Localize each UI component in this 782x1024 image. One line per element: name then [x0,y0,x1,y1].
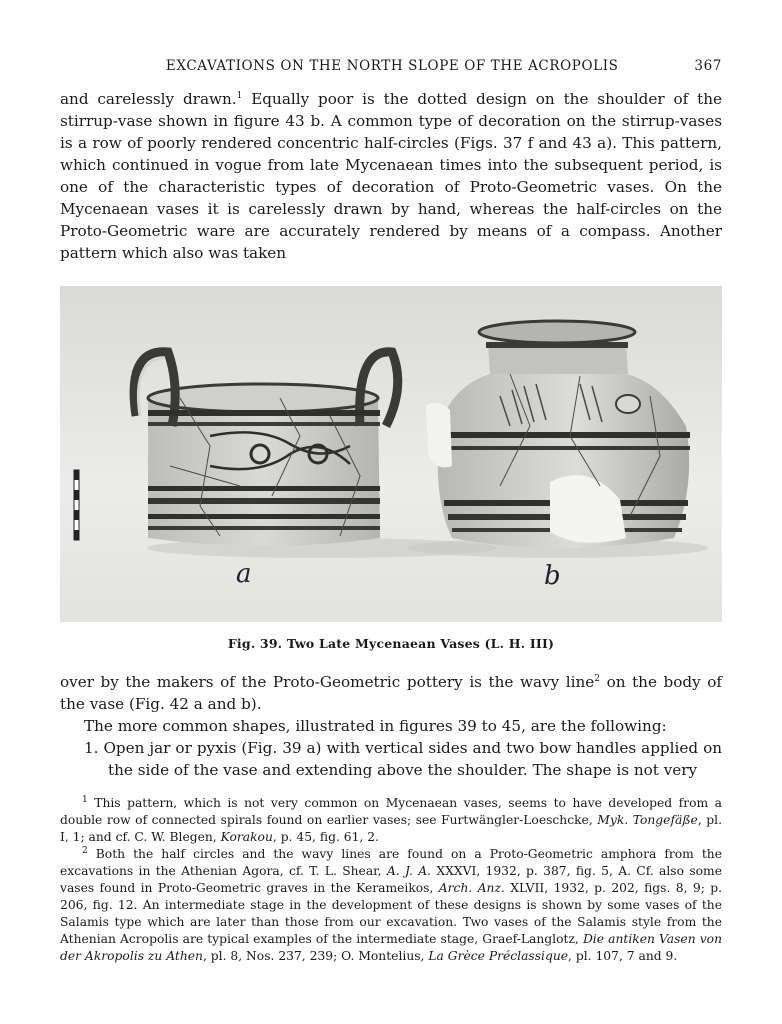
footnote-1-italic-2: Korakou [220,830,273,844]
footnotes [60,795,722,965]
footnote-1-text-3: , p. 45, fig. 61, 2. [272,830,379,844]
footnote-2-italic-4: La Grèce Préclassique [428,949,569,963]
label-b: b [544,561,561,591]
running-title: EXCAVATIONS ON THE NORTH SLOPE OF THE ACROPOLIS [165,58,619,74]
footnote-2-text-5: , pl. 107, 7 and 9. [568,949,678,963]
footnote-2-italic-2: Arch. Anz. [438,881,505,895]
label-a: a [236,559,252,589]
page-number: 367 [694,58,722,74]
footnote-2-text-4: , pl. 8, Nos. 237, 239; O. Montelius, [202,949,429,963]
footnote-2 [60,846,722,965]
footnote-2-text: Both the half circles and the wavy lines are found on a Proto-Geometric amphora from the excavations in the Athenian Agora, cf. T. L. Shear, [60,847,722,878]
footnote-2-italic-3: Die antiken Vasen von der Akropolis zu Athen [60,932,722,963]
paragraph-1 [60,88,722,264]
footnote-ref-2[interactable]: 2 [594,673,600,684]
scale-bar [74,470,79,540]
paragraph-2-text: over by the makers of the Proto-Geometric pottery is the wavy line [60,673,595,691]
paragraph-1-text-cont: Equally poor is the dotted design on the shoulder of the stirrup-vase shown in figure 43 b. A common type of decoration on the stirrup-vases is a row of poorly rendered concentric half-circles (Figs. 37 f and 43 a). This pattern, which continued in vogue from late Mycenaean times into the subsequent period, is one of the characteristic types of decoration of Proto-Geometric vases. On the Mycenaean vases it is carelessly drawn by hand, whereas the half-circles on the Proto-Geometric ware are accurately rendered by means of a compass. Another pattern which also was taken [60,90,723,262]
footnote-2-text-3: XLVII, 1932, p. 202, figs. 8, 9; p. 206, fig. 12. An intermediate stage in the development of these designs is shown by some vases of the Salamis type which are later than those from our excavation. Two vases of the Salamis style from the Athenian Acropolis are typical examples of the intermediate stage, Graef-Langlotz, [60,881,723,946]
vases-photo [60,286,722,622]
footnote-1-italic-1: Myk. Tongefäße [597,813,698,827]
running-head [60,58,722,88]
footnote-1-text-2: , pl. I, 1; and cf. C. W. Blegen, [60,813,723,844]
paragraph-2 [60,671,722,715]
page [60,58,722,965]
footnote-2-number: 2 [82,845,88,856]
footnote-1-text: This pattern, which is not very common on Mycenaean vases, seems to have developed from a double row of connected spirals found on earlier vases; see Furtwängler-Loeschcke, [60,796,722,827]
footnote-2-italic-1: A. J. A. [386,864,431,878]
footnote-ref-1[interactable]: 1 [236,90,243,101]
footnote-2-text-2: XXXVI, 1932, p. 387, fig. 5, A. Cf. also some vases found in Proto-Geometric graves in the Kerameikos, [60,864,722,895]
figure-39-photograph [60,286,722,622]
paragraph-1-text: and carelessly drawn. [60,90,237,108]
footnote-1-number: 1 [82,794,88,805]
footnote-1 [60,795,722,846]
figure-caption: Fig. 39. Two Late Mycenaean Vases (L. H. III) [227,636,555,651]
list-item-1: 1. Open jar or pyxis (Fig. 39 a) with vertical sides and two bow handles applied on the side of the vase and extending above the shoulder. The shape is not very [84,739,722,779]
paragraph-2-text-cont: on the body of the vase (Fig. 42 a and b). [60,673,723,713]
paragraph-3: The more common shapes, illustrated in figures 39 to 45, are the following: [84,717,667,735]
